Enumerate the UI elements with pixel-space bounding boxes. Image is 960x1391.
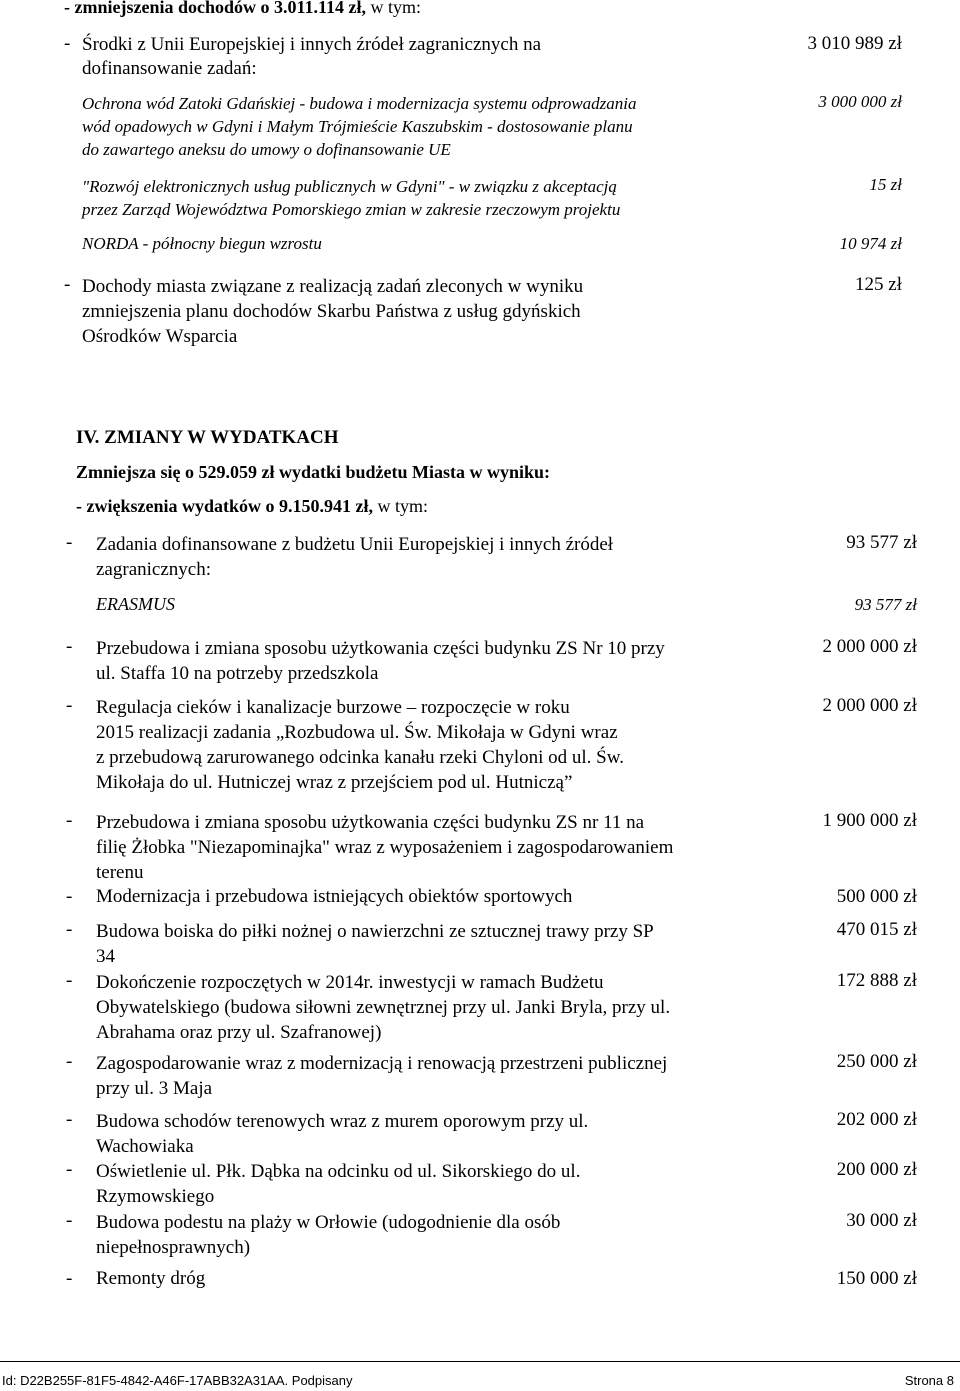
text-line: przez Zarząd Województwa Pomorskiego zmian w zakresie rzeczowym projektu <box>82 200 621 219</box>
text-line: zmniejszenia planu dochodów Skarbu Państwa z usług gdyńskich <box>82 301 581 322</box>
expense-item-stairs <box>96 1109 588 1159</box>
text-line: Przebudowa i zmiana sposobu użytkowania części budynku ZS Nr 10 przy <box>96 638 665 659</box>
text-line: Obywatelskiego (budowa siłowni zewnętrznej przy ul. Janki Bryla, przy ul. <box>96 997 671 1018</box>
expense-dash: - <box>66 810 73 831</box>
amount: 1 900 000 zł <box>822 810 917 831</box>
amount: 172 888 zł <box>836 970 917 991</box>
text-line: NORDA - północny biegun wzrostu <box>82 234 322 253</box>
expense-dash: - <box>66 919 73 940</box>
expense-dash: - <box>66 1210 73 1231</box>
expense-item-beach-platform <box>96 1210 560 1260</box>
text-line: dofinansowanie zadań: <box>82 58 257 79</box>
income-decrease-label: - zmniejszenia dochodów o 3.011.114 zł, <box>64 0 366 17</box>
text-line: Przebudowa i zmiana sposobu użytkowania części budynku ZS nr 11 na <box>96 812 645 833</box>
amount: 3 010 989 zł <box>807 33 902 54</box>
expense-dash: - <box>66 532 73 553</box>
expense-increase-suffix: w tym: <box>372 496 428 516</box>
expense-dash: - <box>66 886 73 907</box>
income-item-city <box>82 274 583 349</box>
expense-item-zs11 <box>96 810 673 885</box>
expense-dash: - <box>66 1109 73 1130</box>
text-line: Środki z Unii Europejskiej i innych źródeł zagranicznych na <box>82 34 542 55</box>
text-line: Budowa schodów terenowych wraz z murem oporowym przy ul. <box>96 1111 589 1132</box>
amount: 10 974 zł <box>839 234 902 253</box>
expense-dash: - <box>66 970 73 991</box>
section-subheading: Zmniejsza się o 529.059 zł wydatki budżetu Miasta w wyniku: <box>76 462 551 482</box>
expense-increase-label: - zwiększenia wydatków o 9.150.941 zł, <box>76 496 373 516</box>
expense-item-civic-budget <box>96 970 670 1045</box>
text-line: Modernizacja i przebudowa istniejących obiektów sportowych <box>96 886 573 907</box>
amount: 200 000 zł <box>836 1159 917 1180</box>
amount: 2 000 000 zł <box>822 695 917 716</box>
amount: 93 577 zł <box>846 532 917 553</box>
text-line: terenu <box>96 862 144 883</box>
text-line: z przebudową zarurowanego odcinka kanału rzeki Chyloni od ul. Św. <box>96 747 624 768</box>
text-line: Regulacja cieków i kanalizacje burzowe – rozpoczęcie w roku <box>96 697 570 718</box>
section-heading: IV. ZMIANY W WYDATKACH <box>76 427 339 448</box>
text-line: ERASMUS <box>96 594 175 614</box>
footer-document-id: Id: D22B255F-81F5-4842-A46F-17ABB32A31AA. Podpisany <box>2 1373 353 1388</box>
expense-item-lighting <box>96 1159 580 1209</box>
text-line: wód opadowych w Gdyni i Małym Trójmieście Kaszubskim - dostosowanie planu <box>82 117 633 136</box>
income-dash: - <box>64 33 71 54</box>
amount: 202 000 zł <box>836 1109 917 1130</box>
text-line: Ochrona wód Zatoki Gdańskiej - budowa i modernizacja systemu odprowadzania <box>82 94 637 113</box>
text-line: Wachowiaka <box>96 1136 194 1157</box>
expense-dash: - <box>66 695 73 716</box>
expense-item-drainage <box>96 695 624 795</box>
text-line: Dochody miasta związane z realizacją zadań zleconych w wyniku <box>82 276 584 297</box>
text-line: Dokończenie rozpoczętych w 2014r. inwestycji w ramach Budżetu <box>96 972 604 993</box>
text-line: przy ul. 3 Maja <box>96 1078 213 1099</box>
expense-item-sports <box>96 886 572 908</box>
amount: 125 zł <box>855 274 902 295</box>
text-line: do zawartego aneksu do umowy o dofinansowanie UE <box>82 140 451 159</box>
footer-rule <box>0 1361 960 1362</box>
expense-dash: - <box>66 1268 73 1289</box>
expense-dash: - <box>66 1159 73 1180</box>
amount: 30 000 zł <box>846 1210 917 1231</box>
amount: 500 000 zł <box>836 886 917 907</box>
text-line: 34 <box>96 946 115 967</box>
expense-item-roads <box>96 1268 205 1290</box>
text-line: niepełnosprawnych) <box>96 1237 251 1258</box>
text-line: Zadania dofinansowane z budżetu Unii Europejskiej i innych źródeł <box>96 534 614 555</box>
expense-item-zs10 <box>96 636 665 686</box>
income-decrease-suffix: w tym: <box>366 0 422 17</box>
text-line: Mikołaja do ul. Hutniczej wraz z przejściem pod ul. Hutniczą” <box>96 772 573 793</box>
amount: 93 577 zł <box>854 595 917 614</box>
amount: 250 000 zł <box>836 1051 917 1072</box>
text-line: Ośrodków Wsparcia <box>82 326 238 347</box>
text-line: Zagospodarowanie wraz z modernizacją i renowacją przestrzeni publicznej <box>96 1053 668 1074</box>
expense-item-eu <box>96 532 613 582</box>
expense-increase-line <box>76 496 428 517</box>
amount: 470 015 zł <box>836 919 917 940</box>
text-line: Budowa boiska do piłki nożnej o nawierzchni ze sztucznej trawy przy SP <box>96 921 654 942</box>
text-line: 2015 realizacji zadania „Rozbudowa ul. Św. Mikołaja w Gdyni wraz <box>96 722 618 743</box>
text-line: "Rozwój elektronicznych usług publicznych w Gdyni" - w związku z akceptacją <box>82 177 617 196</box>
footer-page-number: Strona 8 <box>904 1373 954 1388</box>
text-line: Oświetlenie ul. Płk. Dąbka na odcinku od ul. Sikorskiego do ul. <box>96 1161 581 1182</box>
income-item-eu-funds <box>82 33 541 81</box>
expense-item-pitch <box>96 919 654 969</box>
text-line: zagranicznych: <box>96 559 211 580</box>
expense-dash: - <box>66 1051 73 1072</box>
text-line: Remonty dróg <box>96 1268 206 1289</box>
income-dash: - <box>64 274 71 295</box>
income-decrease-line <box>64 0 421 18</box>
amount: 3 000 000 zł <box>818 92 902 111</box>
text-line: ul. Staffa 10 na potrzeby przedszkola <box>96 663 379 684</box>
amount: 150 000 zł <box>836 1268 917 1289</box>
text-line: Rzymowskiego <box>96 1186 215 1207</box>
income-item-e-services <box>82 175 620 221</box>
income-item-gdansk-bay <box>82 92 637 161</box>
amount: 15 zł <box>869 175 902 194</box>
expense-dash: - <box>66 636 73 657</box>
expense-item-3-maja <box>96 1051 667 1101</box>
text-line: filię Żłobka "Niezapominajka" wraz z wyposażeniem i zagospodarowaniem <box>96 837 674 858</box>
expense-item-erasmus <box>96 594 175 615</box>
amount: 2 000 000 zł <box>822 636 917 657</box>
text-line: Abrahama oraz przy ul. Szafranowej) <box>96 1022 382 1043</box>
text-line: Budowa podestu na plaży w Orłowie (udogodnienie dla osób <box>96 1212 561 1233</box>
income-item-norda <box>82 234 322 254</box>
